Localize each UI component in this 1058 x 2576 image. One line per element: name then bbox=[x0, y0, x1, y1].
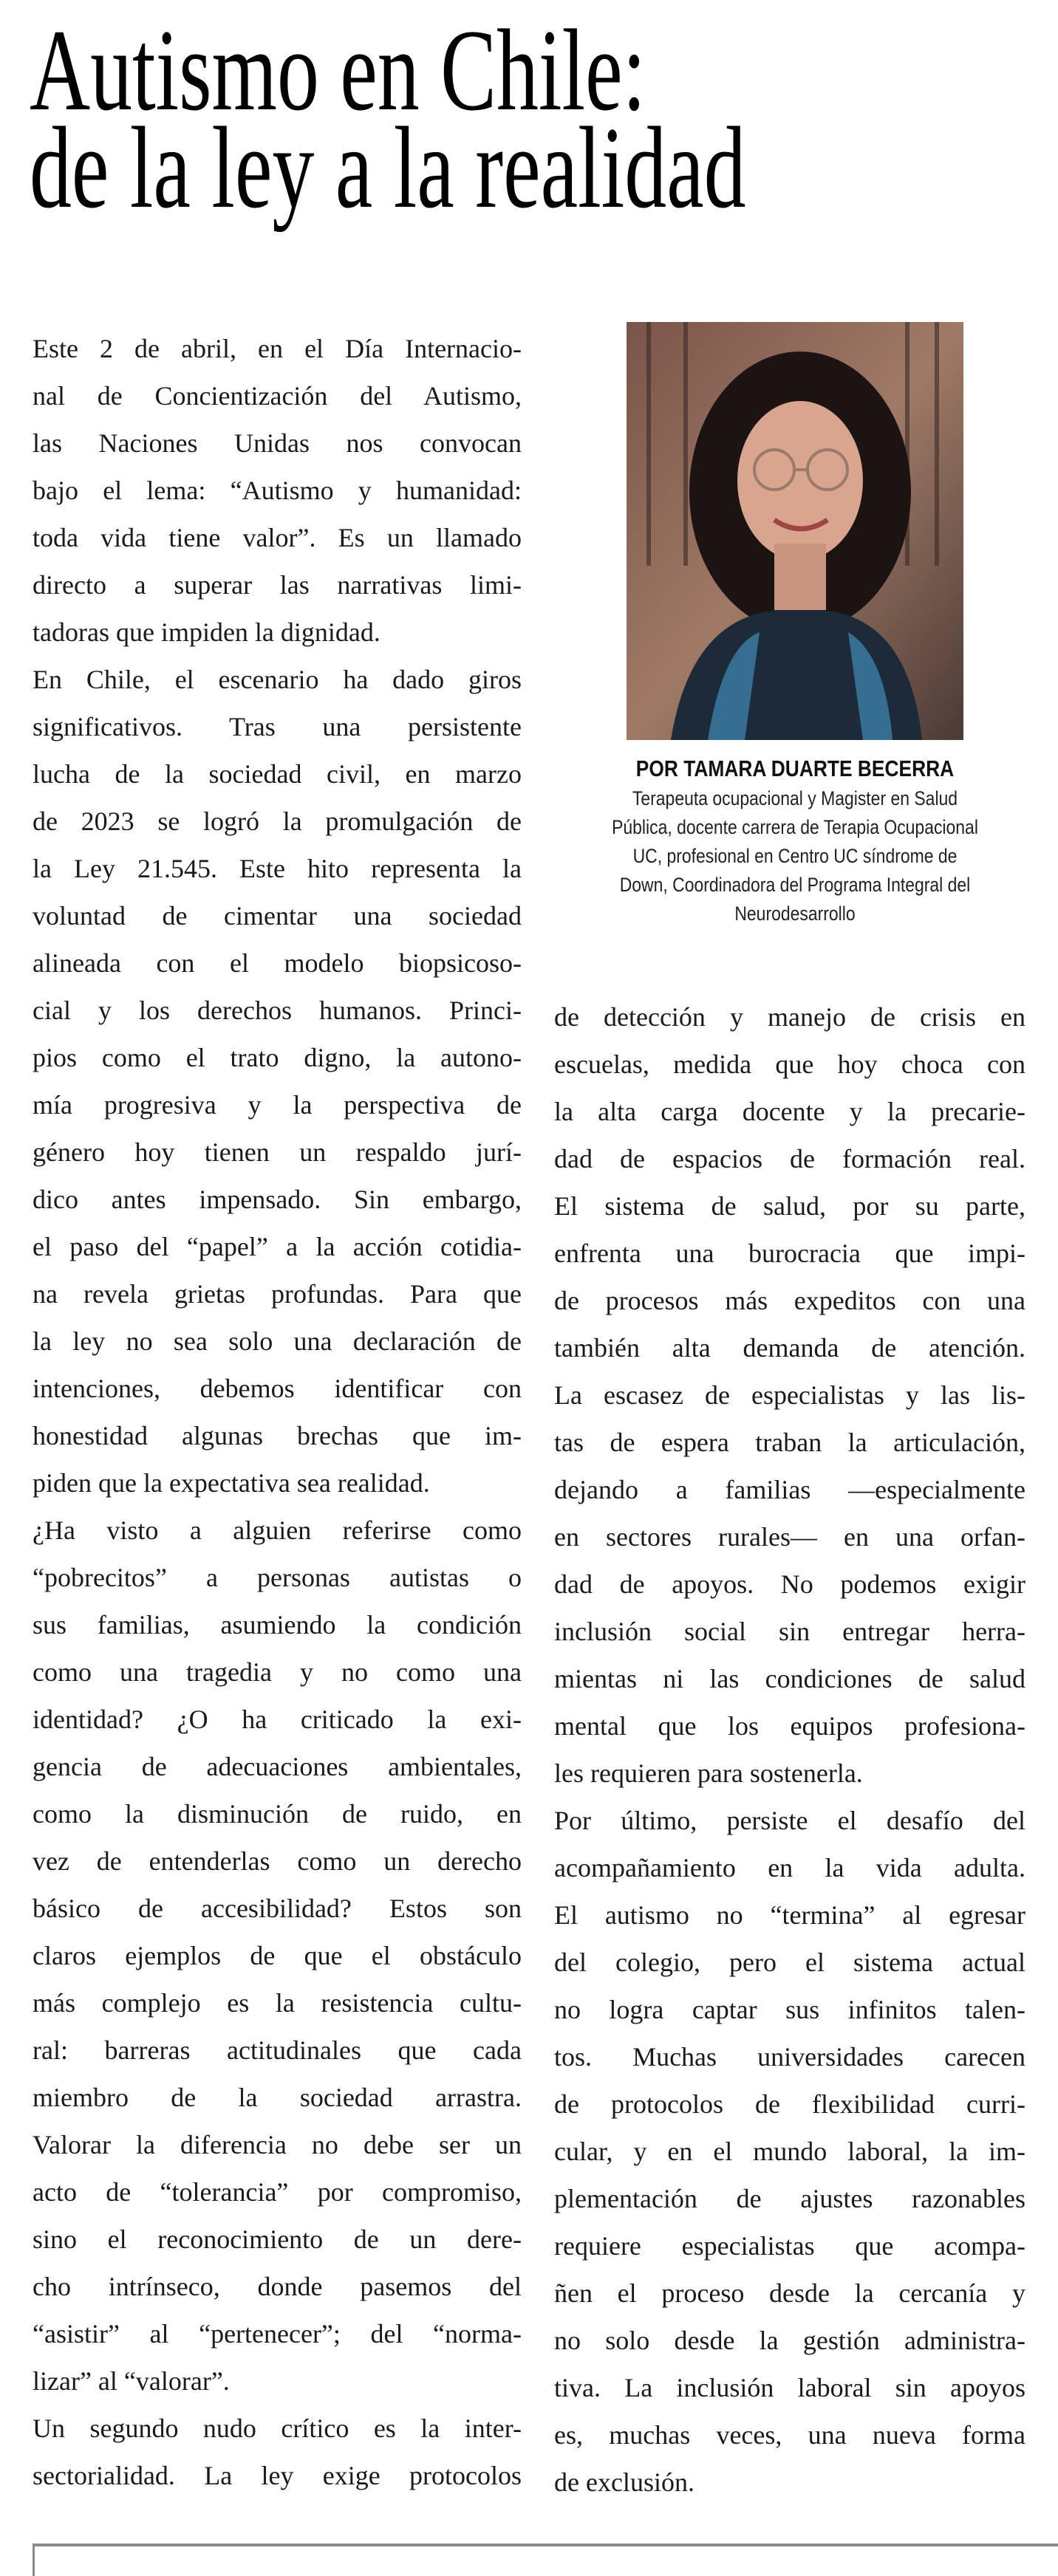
article-paragraph bbox=[33, 1507, 522, 2405]
bottom-frame-border bbox=[33, 2544, 1058, 2576]
text-line: cial y los derechos humanos. Princi- bbox=[33, 996, 522, 1025]
text-line: sus familias, asumiendo la condición bbox=[33, 1610, 522, 1640]
text-line: tiva. La inclusión laboral sin apoyos bbox=[554, 2373, 1025, 2402]
text-line: de exclusión. bbox=[554, 2467, 694, 2497]
text-line: intenciones, debemos identificar con bbox=[33, 1374, 522, 1403]
text-line: La escasez de especialistas y las lis- bbox=[554, 1380, 1025, 1410]
text-line: ñen el proceso desde la cercanía y bbox=[554, 2278, 1025, 2308]
text-line: la alta carga docente y la precarie- bbox=[554, 1097, 1025, 1126]
text-line: plementación de ajustes razonables bbox=[554, 2184, 1025, 2213]
text-line: honestidad algunas brechas que im- bbox=[33, 1421, 522, 1450]
text-line: piden que la expectativa sea realidad. bbox=[33, 1468, 430, 1498]
text-line: en sectores rurales— en una orfan- bbox=[554, 1522, 1025, 1552]
text-line: Un segundo nudo crítico es la inter- bbox=[33, 2414, 522, 2443]
text-line: lizar” al “valorar”. bbox=[33, 2366, 230, 2396]
text-line: lucha de la sociedad civil, en marzo bbox=[33, 759, 522, 789]
text-line: también alta demanda de atención. bbox=[554, 1333, 1025, 1363]
author-bio-line: UC, profesional en Centro UC síndrome de bbox=[632, 845, 958, 867]
text-line: gencia de adecuaciones ambientales, bbox=[33, 1752, 522, 1781]
text-line: tadoras que impiden la dignidad. bbox=[33, 617, 380, 647]
text-line: bajo el lema: “Autismo y humanidad: bbox=[33, 476, 522, 505]
text-line: las Naciones Unidas nos convocan bbox=[33, 428, 522, 458]
text-line: En Chile, el escenario ha dado giros bbox=[33, 665, 522, 694]
text-line: la Ley 21.545. Este hito representa la bbox=[33, 854, 522, 883]
text-line: de procesos más expeditos con una bbox=[554, 1286, 1025, 1315]
text-line: dejando a familias —especialmente bbox=[554, 1475, 1025, 1504]
article-column-2 bbox=[554, 993, 1025, 2506]
article-paragraph bbox=[33, 325, 522, 656]
article-paragraph bbox=[33, 2405, 522, 2499]
article-column-1 bbox=[33, 325, 522, 2499]
text-line: básico de accesibilidad? Estos son bbox=[33, 1894, 522, 1923]
headline-line-1: Autismo en Chile: bbox=[30, 6, 646, 135]
text-line: ral: barreras actitudinales que cada bbox=[33, 2035, 522, 2065]
text-line: les requieren para sostenerla. bbox=[554, 1758, 863, 1788]
text-line: como la disminución de ruido, en bbox=[33, 1799, 522, 1829]
text-line: miembro de la sociedad arrastra. bbox=[33, 2083, 522, 2112]
text-line: no logra captar sus infinitos talen- bbox=[554, 1995, 1025, 2024]
text-line: El autismo no “termina” al egresar bbox=[554, 1900, 1025, 1930]
author-name: POR TAMARA DUARTE BECERRA bbox=[635, 756, 955, 781]
text-line: El sistema de salud, por su parte, bbox=[554, 1191, 1025, 1221]
text-line: más complejo es la resistencia cultu- bbox=[33, 1988, 522, 2018]
text-line: inclusión social sin entregar herra- bbox=[554, 1617, 1025, 1646]
text-line: na revela grietas profundas. Para que bbox=[33, 1279, 522, 1309]
text-line: escuelas, medida que hoy choca con bbox=[554, 1049, 1025, 1079]
text-line: vez de entenderlas como un derecho bbox=[33, 1846, 522, 1876]
text-line: toda vida tiene valor”. Es un llamado bbox=[33, 523, 522, 552]
text-line: dad de apoyos. No podemos exigir bbox=[554, 1569, 1025, 1599]
text-line: dico antes impensado. Sin embargo, bbox=[33, 1185, 522, 1214]
text-line: pios como el trato digno, la autono- bbox=[33, 1043, 522, 1072]
text-line: voluntad de cimentar una sociedad bbox=[33, 901, 522, 931]
text-line: tas de espera traban la articulación, bbox=[554, 1428, 1025, 1457]
text-line: sino el reconocimiento de un dere- bbox=[33, 2224, 522, 2254]
text-line: mientas ni las condiciones de salud bbox=[554, 1664, 1025, 1693]
text-line: ¿Ha visto a alguien referirse como bbox=[33, 1515, 522, 1545]
text-line: acto de “tolerancia” por compromiso, bbox=[33, 2177, 522, 2207]
author-bio-line: Down, Coordinadora del Programa Integral del bbox=[619, 874, 971, 896]
text-line: enfrenta una burocracia que impi- bbox=[554, 1239, 1025, 1268]
text-line: Este 2 de abril, en el Día Internacio- bbox=[33, 334, 522, 363]
article-paragraph bbox=[33, 656, 522, 1507]
text-line: cho intrínseco, donde pasemos del bbox=[33, 2272, 522, 2301]
text-line: sectorialidad. La ley exige protocolos bbox=[33, 2461, 522, 2490]
text-line: de detección y manejo de crisis en bbox=[554, 1002, 1025, 1032]
text-line: cular, y en el mundo laboral, la im- bbox=[554, 2137, 1025, 2166]
text-line: identidad? ¿O ha criticado la exi- bbox=[33, 1705, 522, 1734]
text-line: acompañamiento en la vida adulta. bbox=[554, 1853, 1025, 1883]
headline bbox=[30, 6, 746, 233]
text-line: nal de Concientización del Autismo, bbox=[33, 381, 522, 411]
text-line: requiere especialistas que acompa- bbox=[554, 2231, 1025, 2261]
text-line: mental que los equipos profesiona- bbox=[554, 1711, 1025, 1741]
text-line: mía progresiva y la perspectiva de bbox=[33, 1090, 522, 1120]
text-line: no solo desde la gestión administra- bbox=[554, 2326, 1025, 2355]
author-bio bbox=[576, 784, 1014, 928]
author-bio-line: Terapeuta ocupacional y Magister en Salud bbox=[632, 787, 958, 809]
text-line: el paso del “papel” a la acción cotidia- bbox=[33, 1232, 522, 1261]
headline-line-2: de la ley a la realidad bbox=[30, 103, 746, 233]
text-line: significativos. Tras una persistente bbox=[33, 712, 522, 741]
text-line: Por último, persiste el desafío del bbox=[554, 1806, 1025, 1835]
text-line: “asistir” al “pertenecer”; del “norma- bbox=[33, 2319, 522, 2349]
author-bio-line: Neurodesarrollo bbox=[734, 902, 856, 925]
text-line: del colegio, pero el sistema actual bbox=[554, 1948, 1025, 1977]
article-paragraph bbox=[554, 993, 1025, 1797]
text-line: directo a superar las narrativas limi- bbox=[33, 570, 522, 600]
text-line: género hoy tienen un respaldo jurí- bbox=[33, 1137, 522, 1167]
author-bio-line: Pública, docente carrera de Terapia Ocupacional bbox=[612, 816, 978, 838]
text-line: “pobrecitos” a personas autistas o bbox=[33, 1563, 522, 1592]
text-line: claros ejemplos de que el obstáculo bbox=[33, 1941, 522, 1970]
author-byline bbox=[576, 753, 1014, 928]
text-line: de protocolos de flexibilidad curri- bbox=[554, 2089, 1025, 2119]
text-line: de 2023 se logró la promulgación de bbox=[33, 806, 522, 836]
text-line: es, muchas veces, una nueva forma bbox=[554, 2420, 1025, 2450]
text-line: la ley no sea solo una declaración de bbox=[33, 1326, 522, 1356]
text-line: tos. Muchas universidades carecen bbox=[554, 2042, 1025, 2072]
text-line: alineada con el modelo biopsicoso- bbox=[33, 948, 522, 978]
text-line: como una tragedia y no como una bbox=[33, 1657, 522, 1687]
text-line: Valorar la diferencia no debe ser un bbox=[33, 2130, 522, 2159]
article-paragraph bbox=[554, 1797, 1025, 2506]
author-photo bbox=[627, 322, 963, 740]
text-line: dad de espacios de formación real. bbox=[554, 1144, 1025, 1174]
